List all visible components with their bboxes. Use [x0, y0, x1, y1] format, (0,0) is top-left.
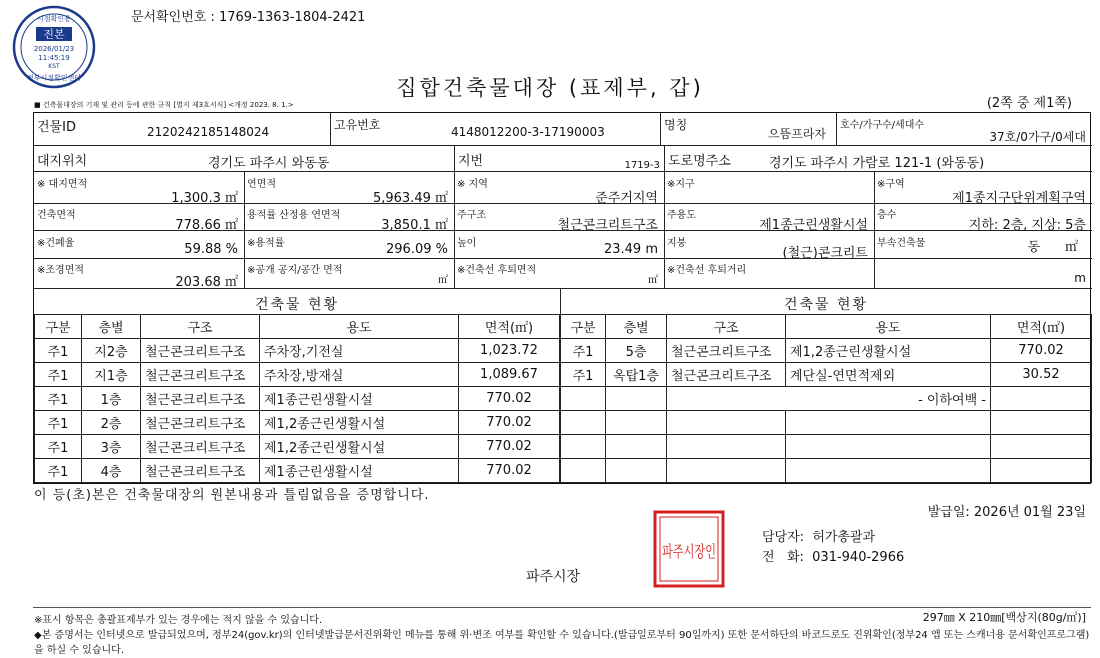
footer-note: ※표시 항목은 총괄표제부가 있는 경우에는 적지 않을 수 있습니다.: [34, 615, 323, 626]
site-label: 대지위치: [37, 154, 88, 169]
mayor-stamp: [652, 509, 726, 589]
unique-no-value: 4148012200-3-17190003: [451, 125, 605, 139]
public-space-value: ㎡: [438, 275, 448, 286]
cell-empty: [667, 435, 786, 459]
height-value: 23.49 m: [603, 242, 658, 257]
cell-floor: 1층: [82, 387, 141, 411]
cell-area: 1,023.72: [459, 339, 560, 363]
legal-note: ■ 건축물대장의 기재 및 관리 등에 관한 규칙 [별지 제3호서식] <개정 2023. 8. 1.>: [34, 101, 294, 109]
cell-empty: [561, 411, 606, 435]
cell-empty: [561, 387, 606, 411]
setback-dist-label: ※건축선 후퇴거리: [667, 265, 747, 276]
stamp-text: 파주시장인: [662, 542, 716, 561]
table-row: [35, 435, 560, 459]
main-use-label: 주용도: [667, 210, 696, 221]
cell-use: 제1,2종근린생활시설: [786, 339, 991, 363]
cell-use: 제1,2종근린생활시설: [260, 411, 459, 435]
cell-use: 주차장,기전실: [260, 339, 459, 363]
page-indicator: (2쪽 중 제1쪽): [986, 96, 1072, 111]
table-header-row: [561, 315, 1092, 339]
lot-label: 지번: [458, 154, 484, 169]
cell-area: 770.02: [459, 459, 560, 483]
table-row: [35, 363, 560, 387]
cell-structure: 철근콘크리트구조: [141, 363, 260, 387]
cell-area: 770.02: [991, 339, 1092, 363]
lot-value: 1719-3: [624, 160, 660, 171]
cell-type: 주1: [35, 435, 82, 459]
table-row: [35, 339, 560, 363]
cell-structure: 철근콘크리트구조: [667, 363, 786, 387]
cell-type: 주1: [35, 387, 82, 411]
cell-floor: 5층: [606, 339, 667, 363]
page-title: 집합건축물대장 (표제부, 갑): [396, 76, 704, 100]
register-table: [33, 112, 1091, 484]
annex-label: 부속건축물: [877, 238, 926, 249]
setback-dist-value: m: [1074, 271, 1086, 285]
document-number: 문서확인번호 : 1769-1363-1804-2421: [131, 10, 366, 25]
cell-empty: [667, 411, 786, 435]
status-title-right: 건축물 현황: [783, 297, 869, 313]
col-header: 용도: [260, 315, 459, 339]
seal-date: 2026/01/23: [33, 45, 75, 53]
col-header: 층별: [82, 315, 141, 339]
units-value: 37호/0가구/0세대: [989, 130, 1086, 144]
issuer-name: 파주시장: [526, 569, 581, 585]
cell-floor: 옥탑1층: [606, 363, 667, 387]
cell-structure: 철근콘크리트구조: [141, 339, 260, 363]
roof-value: (철근)콘크리트: [782, 246, 868, 261]
cell-area: 30.52: [991, 363, 1092, 387]
area-value: 제1종지구단위계획구역: [952, 191, 1086, 206]
cell-structure: 철근콘크리트구조: [141, 411, 260, 435]
cell-type: 주1: [561, 363, 606, 387]
table-row: [561, 363, 1092, 387]
contact-person: 담당자: 허가총괄과: [762, 530, 876, 545]
building-id-label: 건물ID: [37, 120, 76, 135]
cell-use: 주차장,방재실: [260, 363, 459, 387]
far-label: ※용적률: [247, 238, 285, 249]
cell-empty: [606, 435, 667, 459]
cell-type: 주1: [35, 459, 82, 483]
land-area-value: 1,300.3 ㎡: [171, 191, 238, 206]
blank-marker: - 이하여백 -: [667, 387, 991, 411]
cell-area: 770.02: [459, 411, 560, 435]
issue-date: 발급일: 2026년 01월 23일: [927, 505, 1086, 520]
col-header: 용도: [786, 315, 991, 339]
seal-time: 11:45:19: [38, 54, 70, 62]
cell-type: 주1: [35, 411, 82, 435]
main-structure-value: 철근콘크리트구조: [557, 218, 658, 233]
far-area-value: 3,850.1 ㎡: [381, 218, 448, 233]
annex-value: 동 ㎡: [1027, 240, 1078, 255]
cell-use: 제1종근린생활시설: [260, 387, 459, 411]
cell-floor: 2층: [82, 411, 141, 435]
cell-type: 주1: [35, 363, 82, 387]
total-area-value: 5,963.49 ㎡: [372, 191, 448, 206]
cell-empty: [991, 387, 1092, 411]
district-label: ※지구: [667, 179, 695, 190]
table-header-row: [35, 315, 560, 339]
name-label: 명칭: [664, 118, 688, 132]
cell-type: 주1: [561, 339, 606, 363]
seal-tz: KST: [48, 63, 60, 70]
land-area-label: ※ 대지면적: [37, 179, 88, 190]
main-use-value: 제1종근린생활시설: [759, 218, 868, 233]
zone-label: ※ 지역: [457, 179, 488, 190]
cell-area: 770.02: [459, 435, 560, 459]
far-area-label: 용적률 산정용 연면적: [247, 210, 341, 221]
unique-no-label: 고유번호: [334, 118, 381, 132]
cell-empty: [667, 459, 786, 483]
table-row: [561, 339, 1092, 363]
cell-use: 제1종근린생활시설: [260, 459, 459, 483]
footer-info: ◆본 증명서는 인터넷으로 발급되었으며, 정부24(gov.kr)의 인터넷발급문서진위확인 메뉴를 통해 위·변조 여부를 확인할 수 있습니다.(발급일로부터 90일까지) 또한 문서하단의 바코드로도 진위확인(정부24 앱 또는 스캐너용 문서확인프로그램)을 하실 수 있습니다.: [34, 630, 1090, 656]
certification-text: 이 등(초)본은 건축물대장의 원본내용과 틀림없음을 증명합니다.: [34, 488, 430, 503]
far-value: 296.09 %: [386, 242, 448, 257]
status-title-left: 건축물 현황: [254, 297, 340, 313]
table-row: [561, 411, 1092, 435]
cell-floor: 4층: [82, 459, 141, 483]
building-area-value: 778.66 ㎡: [175, 218, 238, 233]
setback-area-value: ㎡: [648, 275, 658, 286]
cell-empty: [561, 435, 606, 459]
col-header: 층별: [606, 315, 667, 339]
floors-label: 층수: [877, 210, 897, 221]
area-label: ※구역: [877, 179, 905, 190]
height-label: 높이: [457, 238, 477, 249]
setback-area-label: ※건축선 후퇴면적: [457, 265, 537, 276]
bcr-label: ※건폐율: [37, 238, 75, 249]
bcr-value: 59.88 %: [184, 242, 238, 257]
units-label: 호수/가구수/세대수: [840, 120, 925, 131]
cell-area: 770.02: [459, 387, 560, 411]
col-header: 면적(㎡): [459, 315, 560, 339]
col-header: 면적(㎡): [991, 315, 1092, 339]
contact-block: [762, 528, 904, 568]
cell-empty: [606, 411, 667, 435]
seal-bottom: 정부시점확인센터: [26, 74, 82, 82]
road-value: 경기도 파주시 가람로 121-1 (와동동): [769, 156, 985, 171]
col-header: 구조: [141, 315, 260, 339]
cell-structure: 철근콘크리트구조: [141, 387, 260, 411]
cell-floor: 지1층: [82, 363, 141, 387]
cell-structure: 철근콘크리트구조: [667, 339, 786, 363]
cell-area: 1,089.67: [459, 363, 560, 387]
cell-type: 주1: [35, 339, 82, 363]
building-area-label: 건축면적: [37, 210, 76, 221]
roof-label: 지붕: [667, 238, 687, 249]
cell-use: 계단실-연면적제외: [786, 363, 991, 387]
table-row: [35, 387, 560, 411]
cell-floor: 지2층: [82, 339, 141, 363]
status-table-right: [560, 314, 1092, 483]
public-space-label: ※공개 공지/공간 면적: [247, 265, 343, 276]
seal-main: 진본: [43, 28, 65, 41]
cell-empty: [991, 435, 1092, 459]
name-value: 으뜸프라자: [768, 127, 826, 141]
landscape-label: ※조경면적: [37, 265, 85, 276]
col-header: 구분: [35, 315, 82, 339]
table-row: [35, 459, 560, 483]
zone-value: 준주거지역: [595, 191, 658, 206]
cell-empty: [786, 435, 991, 459]
table-row: [35, 411, 560, 435]
contact-phone: 전 화: 031-940-2966: [762, 550, 905, 565]
cell-empty: [786, 459, 991, 483]
cell-empty: [606, 387, 667, 411]
cell-empty: [786, 411, 991, 435]
cell-empty: [561, 459, 606, 483]
total-area-label: 연면적: [247, 179, 276, 190]
main-structure-label: 주구조: [457, 210, 486, 221]
landscape-value: 203.68 ㎡: [175, 275, 238, 290]
seal-ring-text: 시점확인용: [37, 15, 71, 23]
cell-floor: 3층: [82, 435, 141, 459]
cell-structure: 철근콘크리트구조: [141, 435, 260, 459]
col-header: 구조: [667, 315, 786, 339]
status-table-left: [34, 314, 560, 483]
road-label: 도로명주소: [668, 154, 731, 169]
table-row: [561, 387, 1092, 411]
col-header: 구분: [561, 315, 606, 339]
cell-empty: [606, 459, 667, 483]
cell-empty: [991, 411, 1092, 435]
cell-structure: 철근콘크리트구조: [141, 459, 260, 483]
floors-value: 지하: 2층, 지상: 5층: [968, 218, 1086, 233]
site-value: 경기도 파주시 와동동: [208, 156, 330, 171]
cell-use: 제1,2종근린생활시설: [260, 435, 459, 459]
footer-divider: [33, 607, 1091, 608]
building-id-value: 2120242185148024: [147, 125, 270, 139]
table-row: [561, 459, 1092, 483]
paper-size: 297㎜ X 210㎜[백상지(80g/㎡)]: [922, 611, 1086, 624]
table-row: [561, 435, 1092, 459]
cell-empty: [991, 459, 1092, 483]
